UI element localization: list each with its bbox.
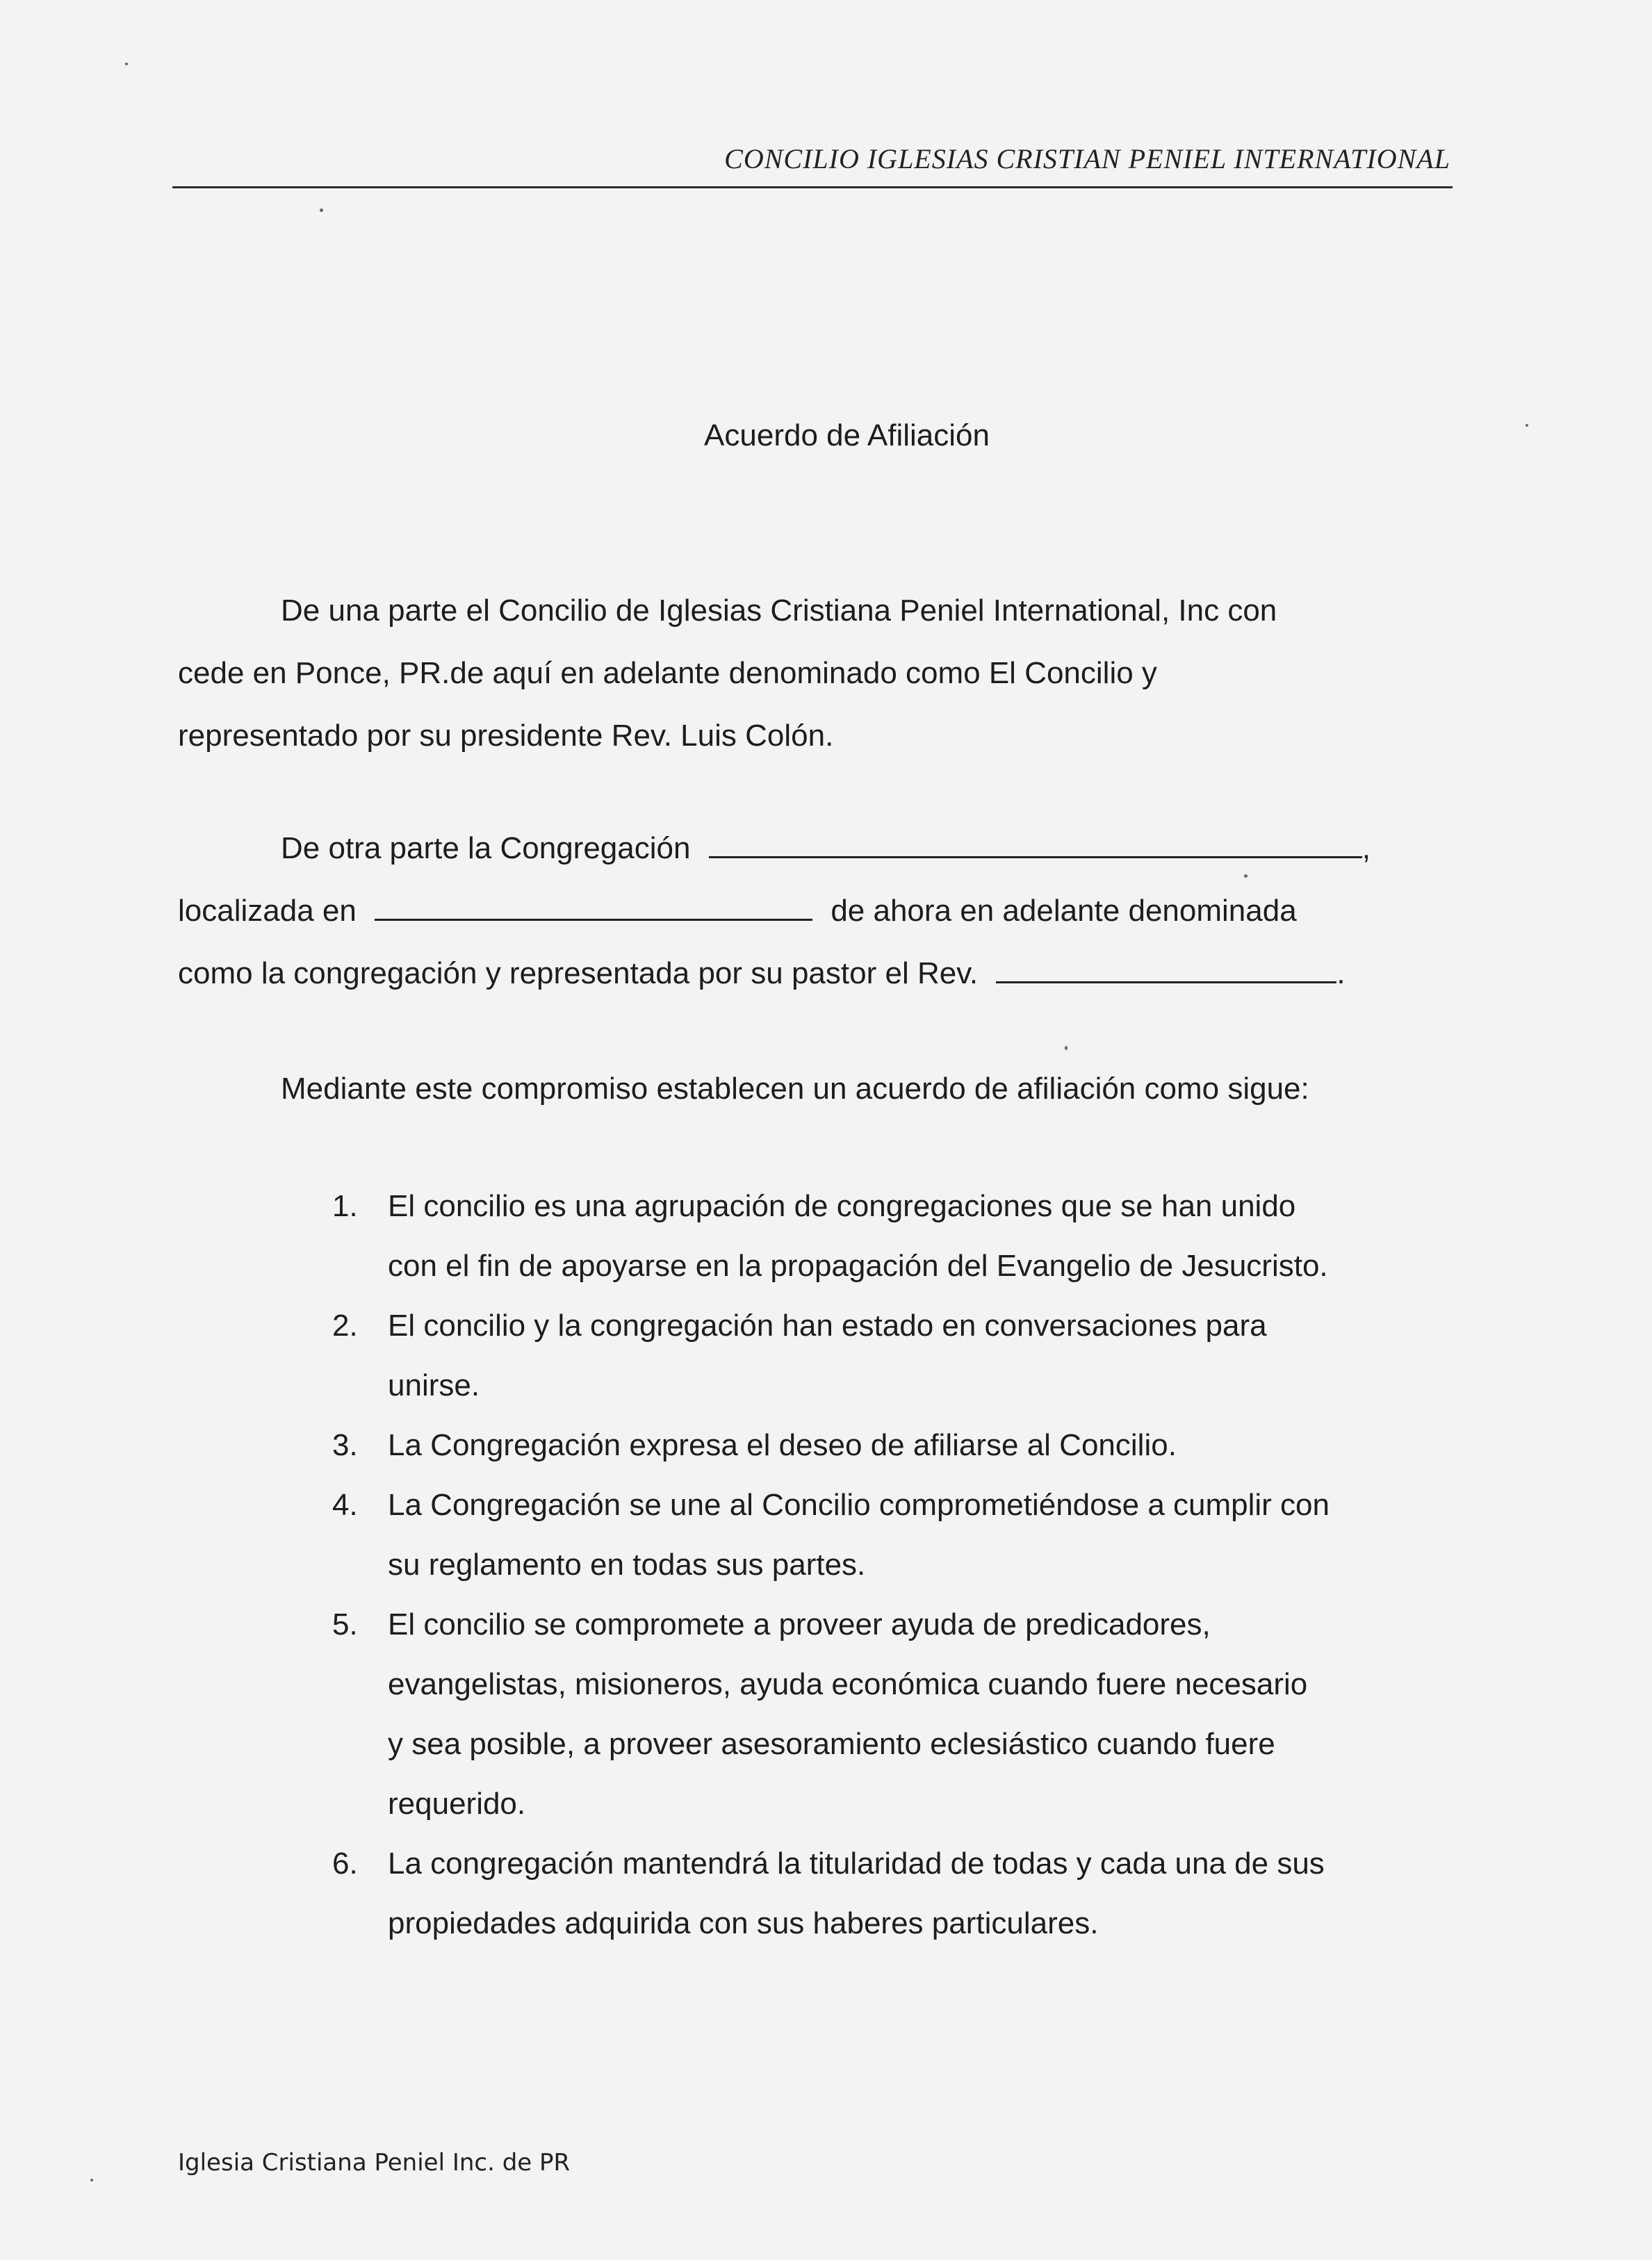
paragraph-line: representado por su presidente Rev. Luis Colón. [178, 719, 834, 753]
list-item [332, 1177, 1472, 1296]
congregation-name-blank[interactable] [709, 851, 1362, 858]
comma-text: , [1361, 831, 1371, 865]
paragraph-parties-congregation [178, 817, 1371, 1005]
location-continuation: de ahora en adelante denominada [831, 894, 1297, 928]
list-item-text [388, 1296, 1472, 1416]
list-item [332, 1296, 1472, 1416]
list-item-text [388, 1475, 1472, 1595]
list-item-line: evangelistas, misioneros, ayuda económica cuando fuere necesario [388, 1667, 1308, 1701]
list-item-line: La Congregación expresa el deseo de afiliarse al Concilio. [388, 1428, 1177, 1462]
footer-text: Iglesia Cristiana Peniel Inc. de PR [178, 2149, 571, 2177]
congregation-label: De otra parte la Congregación [281, 831, 691, 865]
pastor-label: como la congregación y representada por su pastor el Rev. [178, 956, 979, 990]
period-text: . [1336, 956, 1346, 990]
agreement-terms-list [332, 1177, 1472, 1954]
paragraph-line: Mediante este compromiso establecen un acuerdo de afiliación como sigue: [281, 1072, 1309, 1106]
list-item-number: 3. [332, 1428, 358, 1462]
list-item-line: requerido. [388, 1787, 526, 1821]
list-item [332, 1834, 1472, 1954]
paragraph-line [178, 817, 1371, 880]
paragraph-line: cede en Ponce, PR.de aquí en adelante denominado como El Concilio y [178, 656, 1157, 690]
list-item-line: La congregación mantendrá la titularidad de todas y cada una de sus [388, 1847, 1325, 1881]
list-item-line: El concilio y la congregación han estado en conversaciones para [388, 1309, 1267, 1343]
list-item-number: 6. [332, 1847, 358, 1881]
agreement-intro [178, 1058, 1309, 1120]
list-item-line: con el fin de apoyarse en la propagación del Evangelio de Jesucristo. [388, 1249, 1328, 1283]
list-item-line: El concilio es una agrupación de congregaciones que se han unido [388, 1189, 1296, 1223]
scan-speck [125, 63, 128, 65]
location-label: localizada en [178, 894, 357, 928]
list-item [332, 1595, 1472, 1834]
pastor-name-blank[interactable] [996, 976, 1336, 983]
list-item-line: propiedades adquirida con sus haberes particulares. [388, 1906, 1099, 1940]
paragraph-line [178, 880, 1371, 942]
paragraph-line: De una parte el Concilio de Iglesias Cristiana Peniel International, Inc con [281, 593, 1277, 628]
list-item [332, 1475, 1472, 1595]
list-item-line: unirse. [388, 1368, 480, 1402]
paragraph-line [178, 942, 1371, 1005]
list-item-text [388, 1834, 1472, 1954]
list-item-line: La Congregación se une al Concilio comprometiéndose a cumplir con [388, 1488, 1330, 1522]
paragraph-parties-council [178, 580, 1277, 767]
scan-speck [1526, 424, 1528, 427]
list-item-number: 5. [332, 1607, 358, 1641]
letterhead-rule [172, 186, 1453, 188]
scan-speck [1244, 874, 1248, 878]
list-item-line: El concilio se compromete a proveer ayuda de predicadores, [388, 1607, 1211, 1641]
list-item-text [388, 1416, 1472, 1475]
letterhead-title: CONCILIO IGLESIAS CRISTIAN PENIEL INTERNATIONAL [724, 143, 1450, 174]
scan-speck [90, 2179, 93, 2181]
list-item-line: su reglamento en todas sus partes. [388, 1548, 866, 1582]
list-item-text [388, 1177, 1472, 1296]
scan-speck [320, 208, 323, 212]
document-title: Acuerdo de Afiliación [704, 418, 990, 452]
list-item-number: 4. [332, 1488, 358, 1522]
list-item-line: y sea posible, a proveer asesoramiento eclesiástico cuando fuere [388, 1727, 1275, 1761]
list-item-number: 2. [332, 1309, 358, 1343]
list-item [332, 1416, 1472, 1475]
location-blank[interactable] [375, 913, 812, 921]
list-item-number: 1. [332, 1189, 358, 1223]
scan-speck [1065, 1046, 1068, 1050]
list-item-text [388, 1595, 1472, 1834]
